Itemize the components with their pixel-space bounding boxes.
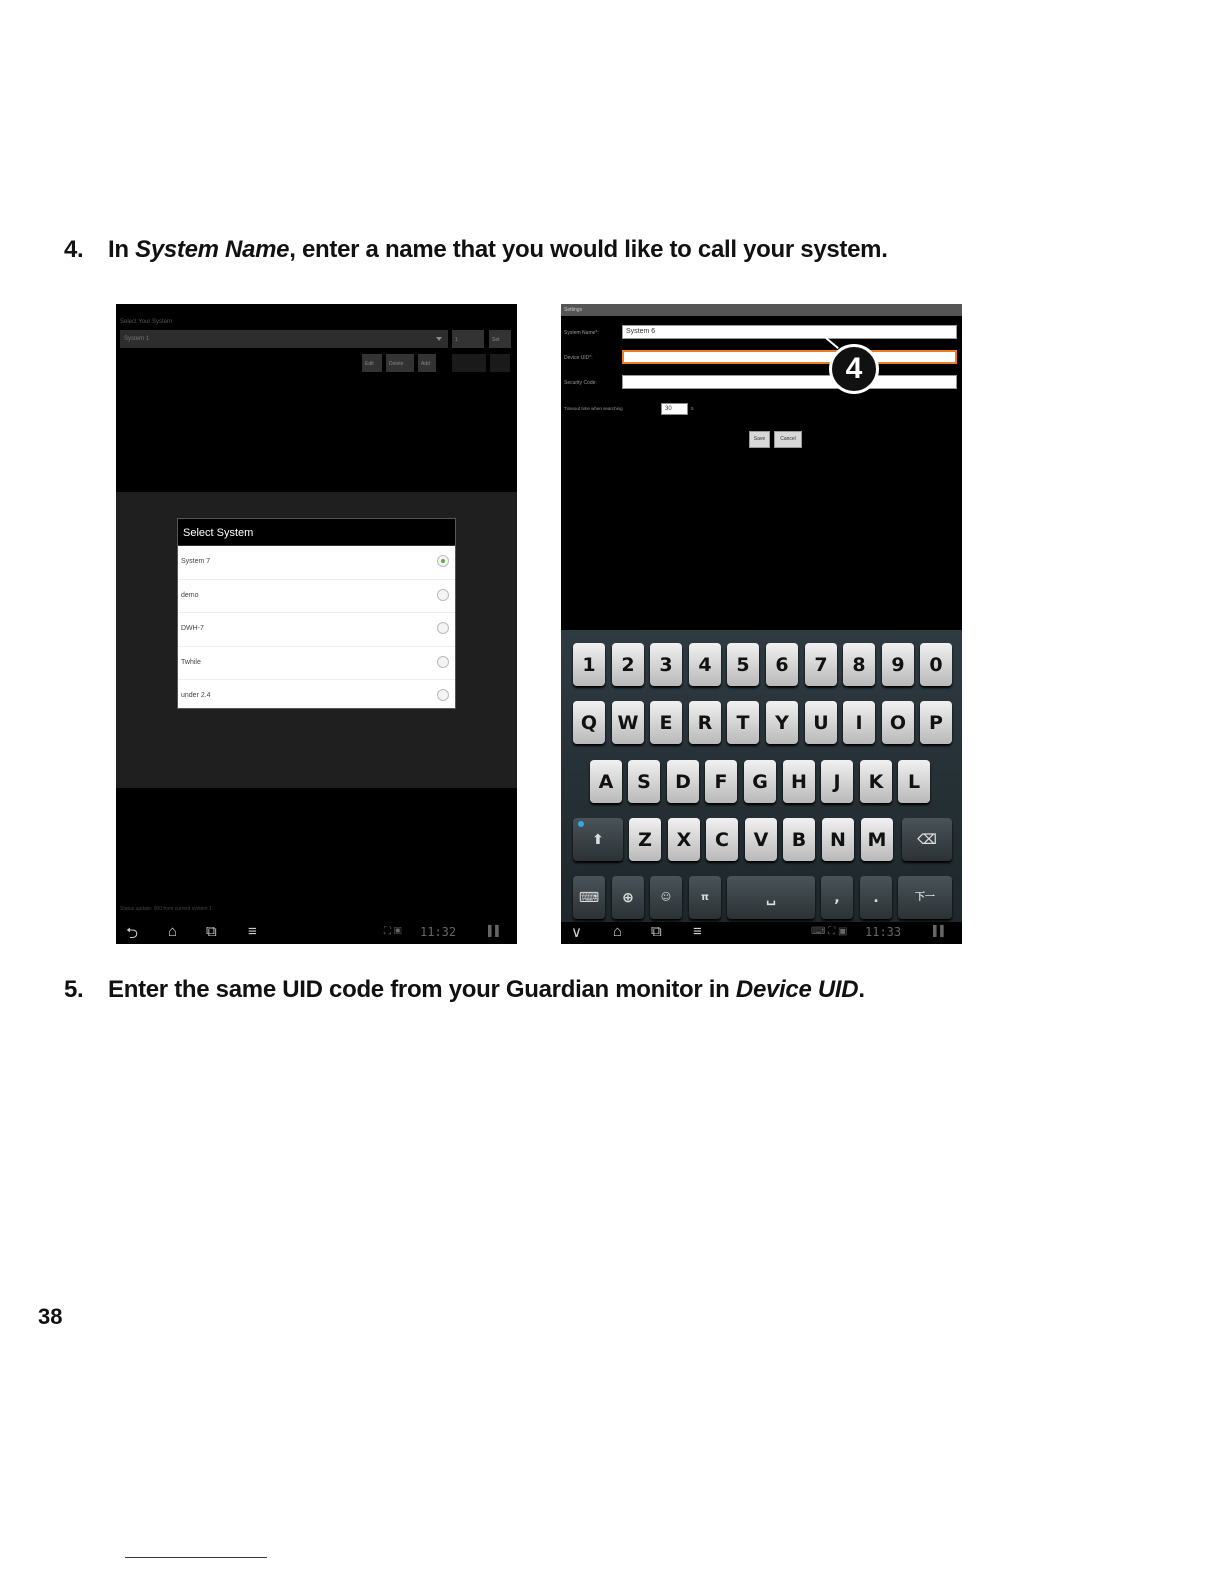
- callout-pointer: [825, 337, 839, 349]
- timeout-label: Timeout time when searching: [564, 406, 623, 411]
- channel-select[interactable]: 1: [452, 330, 484, 348]
- system-name: demo: [181, 591, 199, 599]
- set-button[interactable]: Set: [489, 330, 511, 348]
- system-dropdown[interactable]: [120, 330, 448, 348]
- settings-screenshot: [561, 304, 962, 944]
- key[interactable]: R: [689, 701, 721, 744]
- key[interactable]: O: [882, 701, 914, 744]
- key[interactable]: E: [650, 701, 682, 744]
- key[interactable]: T: [727, 701, 759, 744]
- home-icon[interactable]: ⌂: [168, 923, 178, 940]
- device-uid-input[interactable]: [622, 350, 957, 364]
- security-code-label: Security Code:: [564, 380, 597, 386]
- list-item[interactable]: [178, 647, 455, 681]
- key[interactable]: 4: [689, 643, 721, 686]
- step-text: Enter the same UID code from your Guardian monitor in: [108, 976, 736, 1003]
- system-name-input[interactable]: System 6: [622, 325, 957, 339]
- shift-key[interactable]: [573, 818, 623, 861]
- key[interactable]: S: [628, 760, 660, 803]
- key[interactable]: 2: [612, 643, 644, 686]
- caps-indicator-icon: [578, 821, 584, 827]
- battery-icon: ▌▌: [933, 926, 948, 937]
- radio-icon[interactable]: [437, 689, 449, 701]
- system-name-label: System Name*:: [564, 330, 599, 336]
- step-emphasis: Device UID: [735, 976, 859, 1003]
- system-name: under 2.4: [181, 692, 211, 700]
- key[interactable]: 7: [805, 643, 837, 686]
- key[interactable]: 8: [843, 643, 875, 686]
- key[interactable]: 6: [766, 643, 798, 686]
- period-key[interactable]: .: [860, 876, 892, 919]
- system-name: Twhile: [181, 658, 201, 666]
- list-item[interactable]: [178, 613, 455, 647]
- timeout-unit: s: [691, 406, 694, 412]
- dialog-title: Select System: [178, 519, 455, 546]
- page-number: 38: [38, 1304, 63, 1329]
- key[interactable]: 0: [920, 643, 952, 686]
- backspace-icon: ⌫: [917, 832, 937, 848]
- radio-icon[interactable]: [437, 622, 449, 634]
- key[interactable]: P: [920, 701, 952, 744]
- clock: 11:33: [865, 925, 902, 939]
- key[interactable]: Q: [573, 701, 605, 744]
- key[interactable]: X: [668, 818, 700, 861]
- globe-icon: ⊕: [622, 890, 634, 906]
- cancel-button[interactable]: Cancel: [774, 431, 802, 448]
- key[interactable]: W: [612, 701, 644, 744]
- step-callout-badge: 4: [829, 344, 879, 394]
- step-emphasis: System Name: [135, 236, 290, 263]
- key[interactable]: U: [805, 701, 837, 744]
- key[interactable]: 9: [882, 643, 914, 686]
- key[interactable]: H: [783, 760, 815, 803]
- save-button[interactable]: Save: [749, 431, 770, 448]
- android-navbar: [116, 922, 517, 944]
- add-button[interactable]: Add: [418, 354, 436, 372]
- step-number: 5.: [64, 976, 84, 1003]
- select-system-dialog: [177, 518, 456, 709]
- space-key[interactable]: [727, 876, 815, 919]
- key[interactable]: Y: [766, 701, 798, 744]
- key[interactable]: K: [860, 760, 892, 803]
- key[interactable]: 3: [650, 643, 682, 686]
- keyboard-icon: ⌨: [578, 890, 600, 906]
- clock: 11:32: [420, 925, 457, 939]
- keyboard-settings-key[interactable]: [573, 876, 605, 919]
- back-icon[interactable]: ⮌: [126, 925, 139, 942]
- emoticon-icon: ☺: [660, 892, 672, 903]
- security-code-input[interactable]: [622, 375, 957, 389]
- step-text: , enter a name that you would like to call your system.: [289, 236, 888, 263]
- chevron-down-icon: [436, 337, 442, 341]
- status-text: Status update: 000 from current system 1: [120, 906, 212, 912]
- recent-apps-icon[interactable]: ⧉: [651, 923, 662, 940]
- pi-icon: π: [701, 892, 709, 903]
- system-name: DWH-7: [181, 625, 204, 633]
- timeout-input[interactable]: 30: [661, 403, 688, 415]
- key[interactable]: L: [898, 760, 930, 803]
- list-item[interactable]: [178, 680, 455, 713]
- language-key[interactable]: [612, 876, 644, 919]
- hide-keyboard-icon[interactable]: ∨: [571, 924, 582, 941]
- step-5-instruction: [64, 976, 865, 1004]
- emoji-key[interactable]: [650, 876, 682, 919]
- next-key[interactable]: 下一: [898, 876, 952, 919]
- step-4-instruction: [64, 236, 888, 264]
- key[interactable]: V: [745, 818, 777, 861]
- onscreen-keyboard: [561, 630, 962, 922]
- space-icon: ␣: [765, 890, 777, 906]
- list-item[interactable]: [178, 580, 455, 614]
- recent-apps-icon[interactable]: ⧉: [206, 923, 217, 940]
- shift-icon: ⬆: [592, 832, 604, 848]
- menu-icon[interactable]: ≡: [248, 923, 257, 940]
- key[interactable]: 5: [727, 643, 759, 686]
- radio-icon[interactable]: [437, 589, 449, 601]
- delete-button[interactable]: Delete: [386, 354, 414, 372]
- settings-titlebar: Settings: [561, 304, 962, 316]
- comma-key[interactable]: ,: [821, 876, 853, 919]
- disabled-button: [490, 354, 510, 372]
- select-system-screenshot: [116, 304, 517, 944]
- key[interactable]: M: [861, 818, 893, 861]
- key[interactable]: D: [667, 760, 699, 803]
- key[interactable]: F: [705, 760, 737, 803]
- select-system-label: Select Your System: [120, 319, 173, 325]
- key[interactable]: B: [783, 818, 815, 861]
- edit-button[interactable]: Edit: [362, 354, 382, 372]
- home-icon[interactable]: ⌂: [613, 923, 623, 940]
- notification-icons: ⛶ ▣: [384, 926, 402, 937]
- key[interactable]: I: [843, 701, 875, 744]
- key[interactable]: N: [822, 818, 854, 861]
- key[interactable]: Z: [629, 818, 661, 861]
- notification-icons: ⌨ ⛶ ▣: [811, 926, 848, 937]
- key[interactable]: J: [821, 760, 853, 803]
- step-number: 4.: [64, 236, 84, 263]
- footnote-divider: [125, 1557, 267, 1558]
- device-uid-label: Device UID*:: [564, 355, 593, 361]
- key[interactable]: 1: [573, 643, 605, 686]
- menu-icon[interactable]: ≡: [693, 923, 702, 940]
- dropdown-value: System 1: [124, 336, 150, 342]
- key[interactable]: A: [590, 760, 622, 803]
- android-navbar: [561, 922, 962, 944]
- list-item[interactable]: [178, 546, 455, 580]
- key[interactable]: G: [744, 760, 776, 803]
- symbols-key[interactable]: [689, 876, 721, 919]
- backspace-key[interactable]: [902, 818, 952, 861]
- step-text: In: [108, 236, 136, 263]
- step-text: .: [858, 976, 865, 1003]
- disabled-button: [452, 354, 486, 372]
- battery-icon: ▌▌: [488, 926, 503, 937]
- system-name: System 7: [181, 558, 211, 565]
- radio-icon[interactable]: [437, 656, 449, 668]
- radio-selected-icon[interactable]: [437, 555, 449, 567]
- key[interactable]: C: [706, 818, 738, 861]
